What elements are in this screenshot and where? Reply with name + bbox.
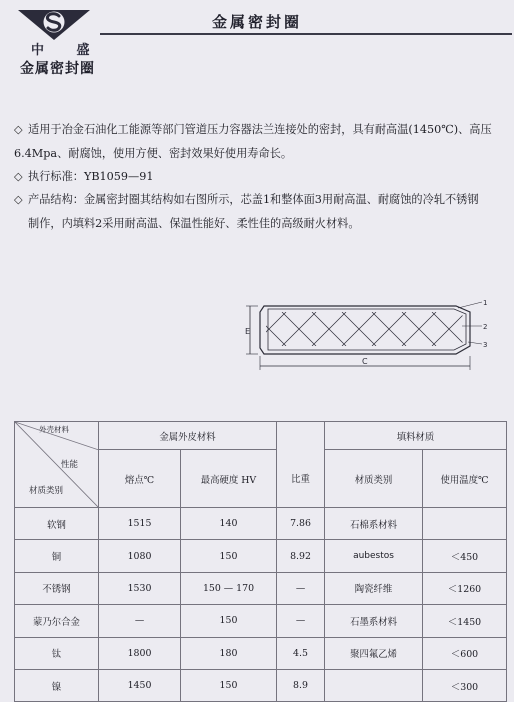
table-row [15,540,507,572]
cell-use-temperature: ＜450 [423,540,507,572]
cell-melting-point: 1080 [99,540,181,572]
page-title: 金属密封圈 [212,13,303,31]
callout-1: 1 [483,299,488,307]
diamond-bullet-icon: ◇ [14,170,23,183]
cell-filler-type: 聚四氟乙烯 [325,637,423,669]
description-application [14,118,506,166]
cell-material: 钛 [15,637,99,669]
cell-filler-type: 石墨系材料 [325,605,423,637]
cell-melting-point: 1450 [99,669,181,701]
cell-density: — [277,572,325,604]
cell-filler-type: 石棉系材料 [325,508,423,540]
col-header-temperature: 使用温度℃ [423,450,507,508]
cell-use-temperature: ＜600 [423,637,507,669]
cell-melting-point: — [99,605,181,637]
application-text: 适用于冶金石油化工能源等部门管道压力容器法兰连接处的密封，具有耐高温(1450℃)、高压6.4Mpa、耐腐蚀，使用方便、密封效果好使用寿命长。 [14,123,492,160]
cell-use-temperature: ＜1260 [423,572,507,604]
corner-label-property: 性能 [61,460,79,470]
group-header-filler: 填料材质 [325,422,507,450]
cell-material: 软钢 [15,508,99,540]
group-header-outer: 金属外皮材料 [99,422,277,450]
header-rule [100,33,512,35]
cell-filler-type: aubestos [325,540,423,572]
cell-max-hardness: 150 [181,540,277,572]
col-header-melting: 熔点℃ [99,450,181,508]
table-row [15,605,507,637]
cell-material: 镍 [15,669,99,701]
group-header-spacer [277,422,325,450]
cell-max-hardness: 150 — 170 [181,572,277,604]
corner-label-category: 材质类别 [29,486,64,496]
table-row [15,572,507,604]
diamond-bullet-icon: ◇ [14,193,23,206]
col-header-filler-type: 材质类别 [325,450,423,508]
callout-3: 3 [483,341,488,349]
cell-filler-type: 陶瓷纤维 [325,572,423,604]
cell-max-hardness: 150 [181,669,277,701]
table-row [15,669,507,701]
standard-text: 执行标准：YB1059—91 [28,170,154,183]
description-structure [14,188,506,236]
structure-text-line1: 产品结构：金属密封圈其结构如右图所示，芯盖1和整体面3用耐高温、耐腐蚀的冷轧不锈钢 [28,193,479,206]
cell-material: 蒙乃尔合金 [15,605,99,637]
cell-density: 7.86 [277,508,325,540]
table-row [15,508,507,540]
cell-melting-point: 1530 [99,572,181,604]
col-header-hardness: 最高硬度 HV [181,450,277,508]
description-standard [14,165,506,189]
dimension-e-label: E [245,327,251,336]
table-corner-header [15,422,99,508]
corner-label-shell: 外壳材料 [39,425,69,434]
company-name: 中 盛 [31,43,104,58]
cell-material: 不锈钢 [15,572,99,604]
table-row [15,637,507,669]
cell-density: 8.92 [277,540,325,572]
cell-density: — [277,605,325,637]
cell-use-temperature [423,508,507,540]
product-subtitle: 金属密封圈 [20,61,95,77]
callout-2: 2 [483,323,488,331]
cell-max-hardness: 140 [181,508,277,540]
material-table [14,421,506,702]
cell-density: 4.5 [277,637,325,669]
cell-melting-point: 1800 [99,637,181,669]
cell-density: 8.9 [277,669,325,701]
col-header-density: 比重 [277,450,325,508]
cell-melting-point: 1515 [99,508,181,540]
dimension-c-label: C [362,357,368,366]
company-logo [14,7,94,43]
cell-filler-type [325,669,423,701]
cell-use-temperature: ＜1450 [423,605,507,637]
cell-max-hardness: 150 [181,605,277,637]
cell-use-temperature: ＜300 [423,669,507,701]
diamond-bullet-icon: ◇ [14,123,23,136]
seal-cross-section-diagram [242,296,498,376]
cell-material: 铜 [15,540,99,572]
cell-max-hardness: 180 [181,637,277,669]
structure-text-line2: 制作，内填料2采用耐高温、保温性能好、柔性佳的高级耐火材料。 [28,217,360,230]
